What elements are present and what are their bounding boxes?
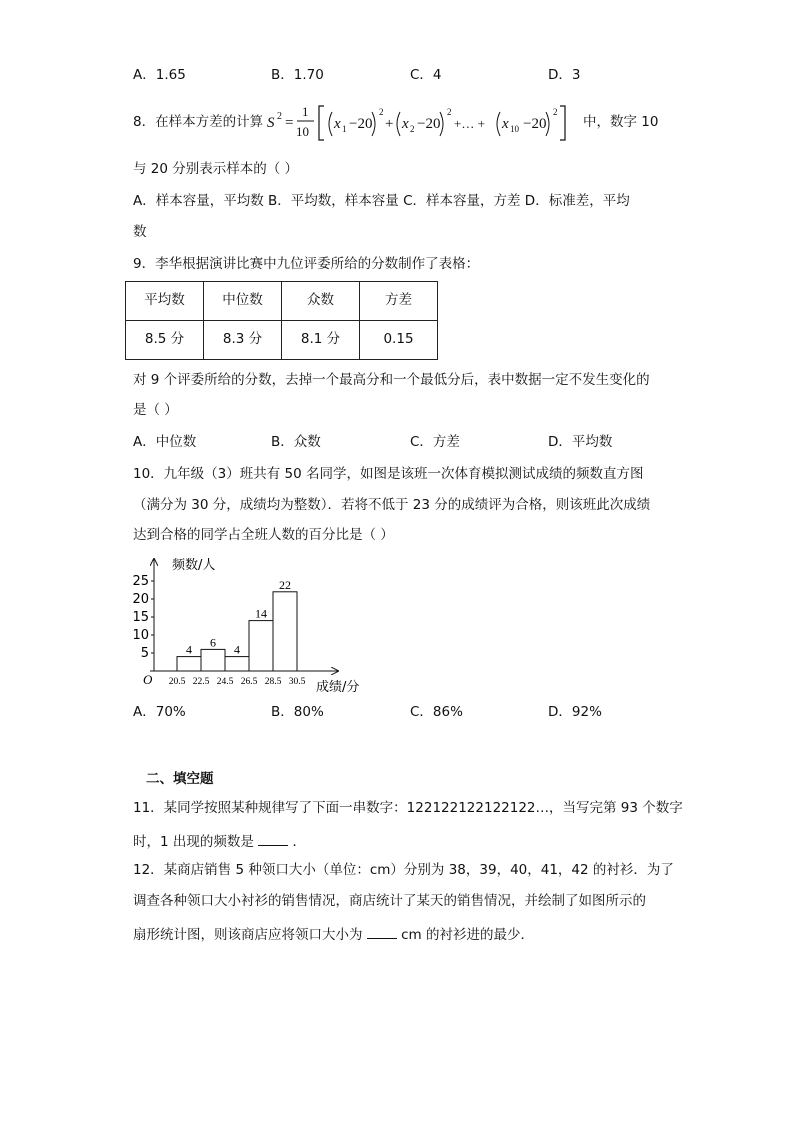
bar-data-label: 4 [186,642,192,657]
q10-option-a[interactable]: A．70% [133,704,186,720]
x-tick-label: 20.5 [168,677,186,687]
histogram-axes [150,559,338,671]
table-value-cell: 0.15 [360,321,438,360]
q12-line1: 12．某商店销售 5 种领口大小（单位：cm）分别为 38，39，40，41，42 的衬衫．为了 [133,862,674,878]
q9-line2: 对 9 个评委所给的分数，去掉一个最高分和一个最低分后，表中数据一定不发生变化的 [133,372,650,388]
formula-frac-den: 10 [296,124,309,139]
table-header-cell: 众数 [282,282,360,321]
q12-answer-blank[interactable] [367,926,397,939]
histogram-bar [273,592,297,671]
q7-option-c[interactable]: C．4 [410,67,442,83]
table-value-cell: 8.5 分 [126,321,204,360]
x-axis-title: 成绩/分 [316,680,360,695]
table-value-row [126,321,438,360]
bar-data-label: 4 [234,642,240,657]
t3-x: x [502,116,509,132]
q10-option-d[interactable]: D．92% [548,704,602,720]
svg-text:2: 2 [447,107,452,117]
q7-option-d[interactable]: D．3 [548,67,581,83]
y-tick-label: 20 [132,592,149,607]
table-value-cell: 8.3 分 [204,321,282,360]
plus-1: + [385,116,394,132]
formula-s: S [267,115,275,131]
q12-line3 [133,926,534,943]
section-heading: 二、填空题 [146,771,214,787]
formula-eq: = [285,115,294,131]
x-tick-label: 30.5 [288,677,306,687]
t1-x: x [334,116,341,132]
bar-data-label: 22 [279,577,291,592]
x-tick-label: 28.5 [264,677,282,687]
y-tick-label: 15 [132,610,149,625]
q9-option-b[interactable]: B．众数 [271,434,321,450]
q10-option-b[interactable]: B．80% [271,704,324,720]
ellipsis: +… + [454,116,485,131]
x-tick-label: 22.5 [192,677,210,687]
formula-frac-num: 1 [302,104,309,119]
q10-line2: （满分为 30 分，成绩均为整数）．若将不低于 23 分的成绩评为合格，则该班此次成绩 [133,497,651,513]
q12-line2: 调查各种领口大小衬衫的销售情况，商店统计了某天的销售情况，并绘制了如图所示的 [133,893,646,909]
variance-formula [262,98,582,146]
t2-x: x [402,116,409,132]
origin-label: O [143,672,153,687]
q11-line2 [133,833,306,850]
histogram-bar [249,621,273,671]
table-value-cell: 8.1 分 [282,321,360,360]
q11-answer-blank[interactable] [258,833,288,846]
x-tick-label: 24.5 [216,677,234,687]
q8-options-line1[interactable]: A．样本容量，平均数 B．平均数，样本容量 C．样本容量，方差 D．标准差，平均 [133,193,630,209]
q9-option-c[interactable]: C．方差 [410,434,460,450]
svg-text:2: 2 [379,107,384,117]
table-header-cell: 中位数 [204,282,282,321]
histogram-bar [225,657,249,671]
histogram-bar [177,657,201,671]
t1-minus: −20 [349,116,373,132]
q11-line2-pre: 时，1 出现的频数是 [133,834,254,850]
q8-options-line2: 数 [133,224,147,240]
y-tick-label: 10 [132,628,149,643]
q7-option-a[interactable]: A．1.65 [133,67,186,83]
formula-sup: 2 [277,111,282,122]
table-header-cell: 方差 [360,282,438,321]
q9-stem: 9．李华根据演讲比赛中九位评委所给的分数制作了表格： [133,256,480,272]
q9-stats-table [125,281,438,360]
q8-suffix: 中，数字 10 [583,114,659,130]
q12-line3-pre: 扇形统计图，则该商店应将领口大小为 [133,927,363,943]
y-tick-label: 5 [140,646,149,661]
x-tick-label: 26.5 [240,677,258,687]
q9-option-d[interactable]: D．平均数 [548,434,613,450]
t1-sub: 1 [342,124,347,134]
q11-line1: 11．某同学按照某种规律写了下面一串数字：122122122122122…，当写完第 93 个数字 [133,800,683,816]
q10-option-c[interactable]: C．86% [410,704,463,720]
t3-minus: −20 [523,116,547,132]
t2-sub: 2 [410,124,415,134]
svg-text:2: 2 [553,107,558,117]
q9-line3: 是（ ） [133,402,178,418]
bar-data-label: 14 [255,606,267,621]
q12-line3-post: cm 的衬衫进的最少． [401,927,534,943]
q10-line3: 达到合格的同学占全班人数的百分比是（ ） [133,527,394,543]
q9-option-a[interactable]: A．中位数 [133,434,197,450]
t2-minus: −20 [417,116,441,132]
bar-data-label: 6 [210,635,216,650]
table-header-cell: 平均数 [126,282,204,321]
q7-option-b[interactable]: B．1.70 [271,67,324,83]
frequency-histogram [128,553,373,698]
histogram-bar [201,649,225,671]
t3-sub: 10 [510,124,519,134]
y-tick-label: 25 [132,574,149,589]
q10-line1: 10．九年级（3）班共有 50 名同学，如图是该班一次体育模拟测试成绩的频数直方图 [133,466,644,482]
table-header-row [126,282,438,321]
q11-line2-post: ． [292,834,306,850]
q8-line2: 与 20 分别表示样本的（ ） [133,161,299,177]
y-axis-title: 频数/人 [172,558,216,573]
q8-prefix: 8．在样本方差的计算 [133,114,264,130]
